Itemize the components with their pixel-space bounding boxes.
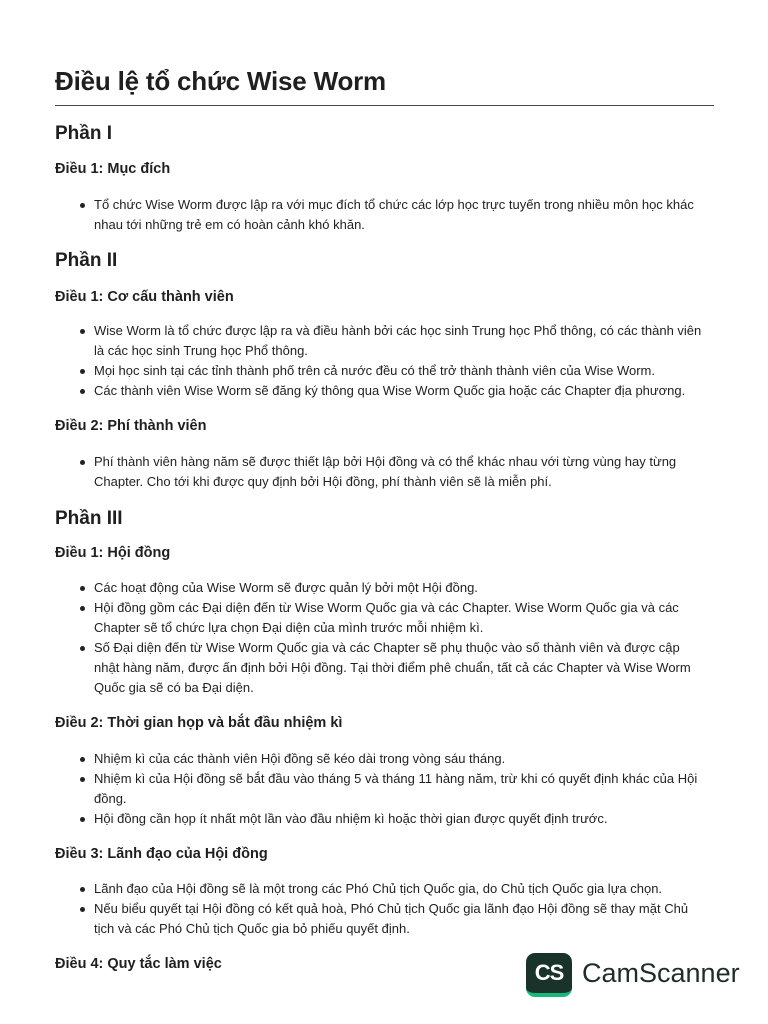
- part-heading: Phần II: [55, 250, 118, 271]
- list-item: Nhiệm kì của các thành viên Hội đồng sẽ kéo dài trong vòng sáu tháng.: [55, 749, 705, 769]
- article-item-list: [55, 321, 705, 401]
- list-item: Nhiệm kì của Hội đồng sẽ bắt đầu vào tháng 5 và tháng 11 hàng năm, trừ khi có quyết định khác của Hội đồng.: [55, 769, 705, 809]
- camscanner-logo-icon: CS: [526, 953, 572, 997]
- article-heading: Điều 3: Lãnh đạo của Hội đồng: [55, 846, 268, 862]
- list-item: Phí thành viên hàng năm sẽ được thiết lập bởi Hội đồng và có thể khác nhau với từng vùng hay từng Chapter. Cho tới khi được quy định bởi Hội đồng, phí thành viên sẽ là miễn phí.: [55, 452, 705, 492]
- list-item: Lãnh đạo của Hội đồng sẽ là một trong các Phó Chủ tịch Quốc gia, do Chủ tịch Quốc gia lựa chọn.: [55, 879, 705, 899]
- document-title: Điều lệ tổ chức Wise Worm: [55, 66, 386, 96]
- list-item: Wise Worm là tổ chức được lập ra và điều hành bởi các học sinh Trung học Phổ thông, có các thành viên là các học sinh Trung học Phổ thông.: [55, 321, 705, 361]
- article-item-list: [55, 195, 705, 235]
- article-heading: Điều 1: Mục đích: [55, 161, 171, 177]
- article-item-list: [55, 879, 705, 939]
- article-heading: Điều 2: Phí thành viên: [55, 418, 207, 434]
- list-item: Các hoạt động của Wise Worm sẽ được quản lý bởi một Hội đồng.: [55, 578, 705, 598]
- article-heading: Điều 1: Hội đồng: [55, 545, 171, 561]
- article-item-list: [55, 452, 705, 492]
- article-item-list: [55, 749, 705, 829]
- camscanner-watermark-text: CamScanner: [582, 958, 740, 988]
- list-item: Hội đồng cần họp ít nhất một lần vào đầu nhiệm kì hoặc thời gian được quyết định trước.: [55, 809, 705, 829]
- list-item: Nếu biểu quyết tại Hội đồng có kết quả hoà, Phó Chủ tịch Quốc gia lãnh đạo Hội đồng sẽ thay mặt Chủ tịch và các Phó Chủ tịch Quốc gia bỏ phiếu quyết định.: [55, 899, 705, 939]
- article-heading: Điều 1: Cơ cấu thành viên: [55, 289, 234, 305]
- title-divider: [55, 105, 714, 106]
- list-item: Số Đại diện đến từ Wise Worm Quốc gia và các Chapter sẽ phụ thuộc vào số thành viên và được cập nhật hàng năm, được ấn định bởi Hội đồng. Tại thời điểm phê chuẩn, tất cả các Chapter và Wise Worm Quốc gia sẽ có ba Đại diện.: [55, 638, 705, 698]
- list-item: Tổ chức Wise Worm được lập ra với mục đích tổ chức các lớp học trực tuyến trong nhiều môn học khác nhau tới những trẻ em có hoàn cảnh khó khăn.: [55, 195, 705, 235]
- article-item-list: [55, 578, 705, 698]
- article-heading: Điều 2: Thời gian họp và bắt đầu nhiệm kì: [55, 715, 343, 731]
- article-heading: Điều 4: Quy tắc làm việc: [55, 956, 222, 972]
- part-heading: Phần III: [55, 508, 123, 529]
- list-item: Mọi học sinh tại các tỉnh thành phố trên cả nước đều có thể trở thành thành viên của Wise Worm.: [55, 361, 705, 381]
- list-item: Hội đồng gồm các Đại diện đến từ Wise Worm Quốc gia và các Chapter. Wise Worm Quốc gia và các Chapter sẽ tổ chức lựa chọn Đại diện của mình trước mỗi nhiệm kì.: [55, 598, 705, 638]
- part-heading: Phần I: [55, 123, 113, 144]
- list-item: Các thành viên Wise Worm sẽ đăng ký thông qua Wise Worm Quốc gia hoặc các Chapter địa phương.: [55, 381, 705, 401]
